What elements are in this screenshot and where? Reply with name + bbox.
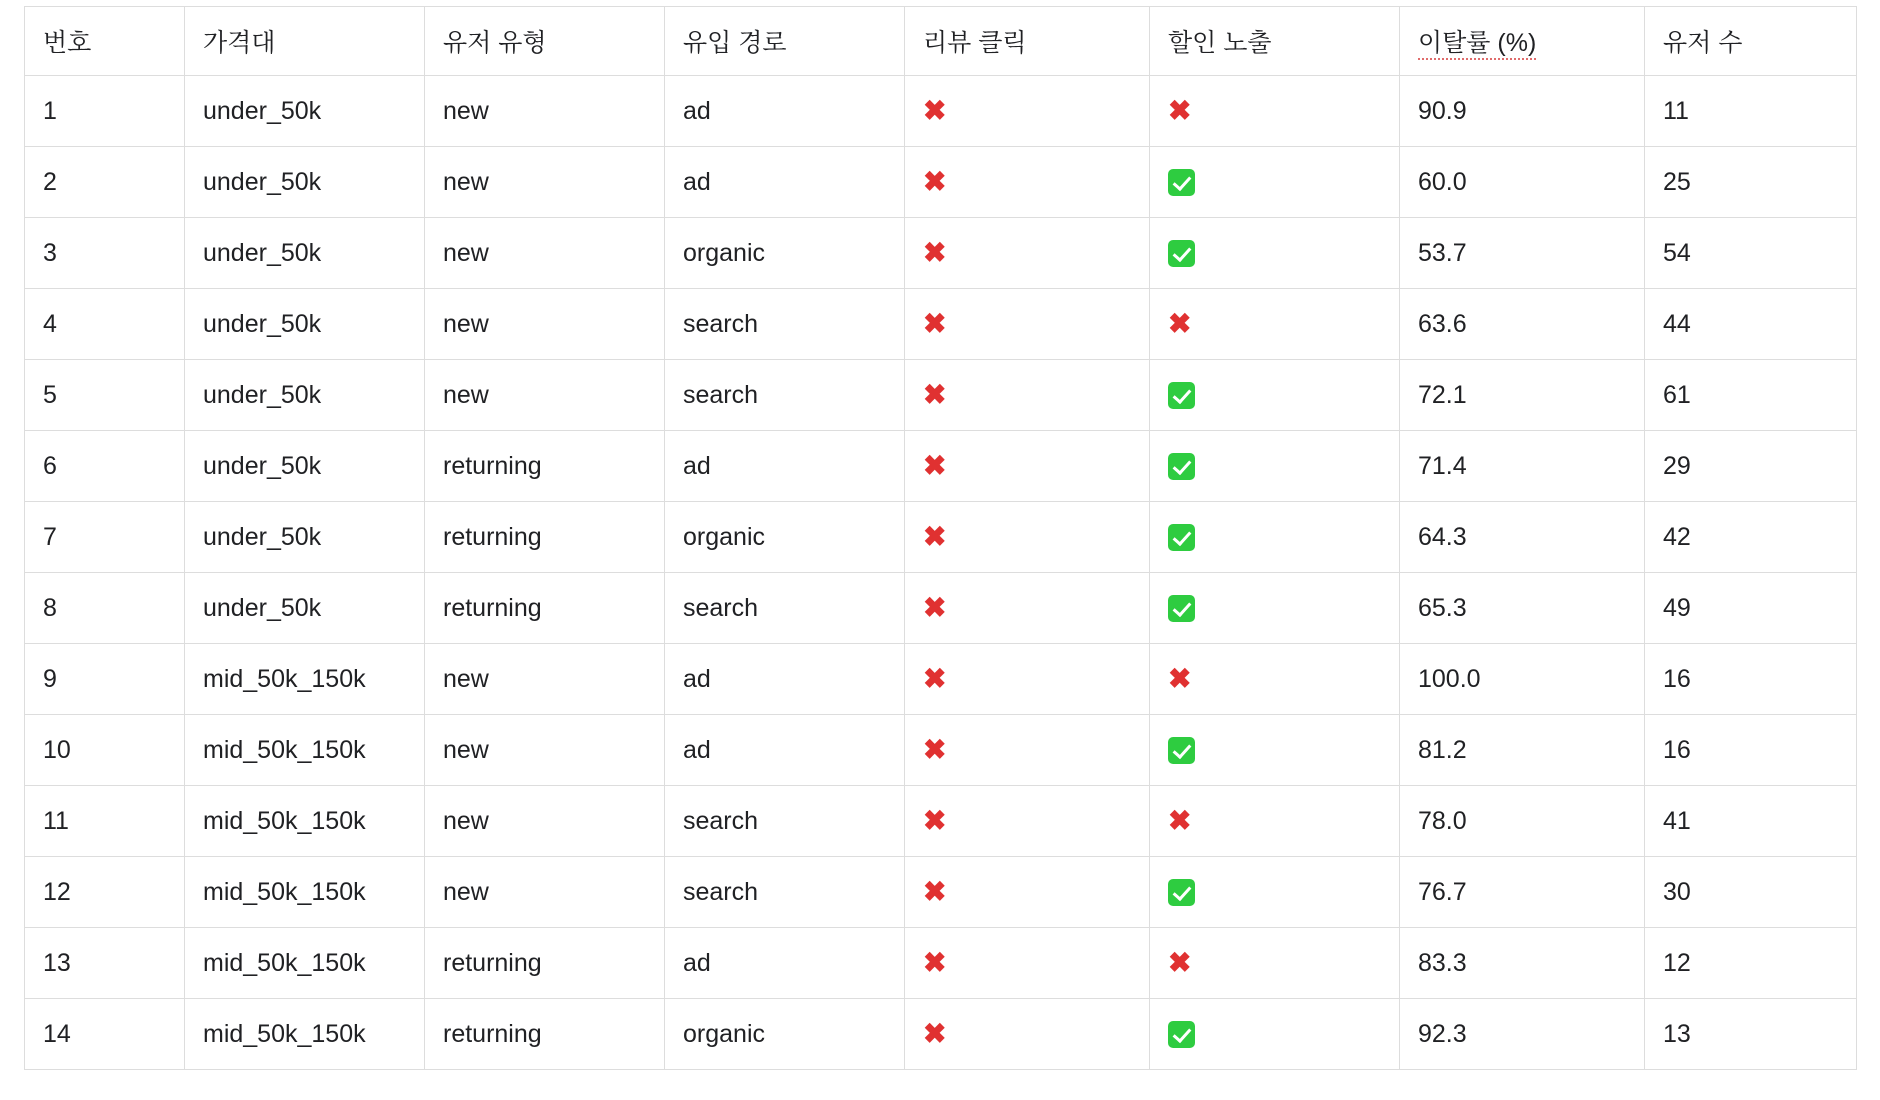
cell-cnt: 44 [1645, 289, 1857, 360]
cell-path: search [665, 573, 905, 644]
cell-disc [1150, 289, 1400, 360]
cell-user: returning [425, 502, 665, 573]
cell-price: mid_50k_150k [185, 857, 425, 928]
check-mark-icon [1168, 524, 1195, 551]
cell-price: mid_50k_150k [185, 644, 425, 715]
cell-disc [1150, 360, 1400, 431]
cell-cnt: 42 [1645, 502, 1857, 573]
cell-cnt: 30 [1645, 857, 1857, 928]
table-header-row [25, 7, 1857, 76]
cell-path: ad [665, 431, 905, 502]
cell-cnt: 49 [1645, 573, 1857, 644]
cell-user: returning [425, 999, 665, 1070]
table-row [25, 857, 1857, 928]
cell-churn: 64.3 [1400, 502, 1645, 573]
cell-disc [1150, 147, 1400, 218]
cell-price: mid_50k_150k [185, 999, 425, 1070]
cell-no: 9 [25, 644, 185, 715]
column-header-label: 이탈률 (%) [1418, 29, 1536, 60]
cell-path: organic [665, 502, 905, 573]
cell-rev [905, 360, 1150, 431]
cell-disc [1150, 857, 1400, 928]
cell-path: organic [665, 218, 905, 289]
cell-cnt: 29 [1645, 431, 1857, 502]
cell-price: under_50k [185, 289, 425, 360]
cross-mark-icon: ✖ [1168, 805, 1192, 836]
check-mark-icon [1168, 1021, 1195, 1048]
cell-rev [905, 928, 1150, 999]
cell-disc [1150, 786, 1400, 857]
cell-churn: 76.7 [1400, 857, 1645, 928]
cell-rev [905, 218, 1150, 289]
cell-rev [905, 644, 1150, 715]
cross-mark-icon: ✖ [923, 450, 947, 481]
cell-churn: 78.0 [1400, 786, 1645, 857]
cell-no: 12 [25, 857, 185, 928]
cell-user: returning [425, 928, 665, 999]
cross-mark-icon: ✖ [923, 805, 947, 836]
table-row [25, 76, 1857, 147]
table-row [25, 147, 1857, 218]
cell-rev [905, 857, 1150, 928]
table-header [25, 7, 1857, 76]
column-header-user[interactable] [425, 7, 665, 76]
cell-price: mid_50k_150k [185, 928, 425, 999]
cell-no: 7 [25, 502, 185, 573]
cell-no: 10 [25, 715, 185, 786]
cell-cnt: 41 [1645, 786, 1857, 857]
cell-user: returning [425, 431, 665, 502]
cell-churn: 53.7 [1400, 218, 1645, 289]
cell-rev [905, 431, 1150, 502]
cross-mark-icon: ✖ [923, 95, 947, 126]
column-header-label: 유저 수 [1663, 29, 1743, 57]
cell-rev [905, 999, 1150, 1070]
analytics-table [24, 6, 1857, 1070]
cross-mark-icon: ✖ [923, 166, 947, 197]
table-row [25, 218, 1857, 289]
check-mark-icon [1168, 453, 1195, 480]
cross-mark-icon: ✖ [923, 876, 947, 907]
table-row [25, 999, 1857, 1070]
cell-churn: 81.2 [1400, 715, 1645, 786]
cell-churn: 60.0 [1400, 147, 1645, 218]
cross-mark-icon: ✖ [923, 379, 947, 410]
cell-churn: 83.3 [1400, 928, 1645, 999]
cross-mark-icon: ✖ [1168, 308, 1192, 339]
table-row [25, 573, 1857, 644]
cell-price: under_50k [185, 573, 425, 644]
cell-disc [1150, 502, 1400, 573]
cell-no: 3 [25, 218, 185, 289]
column-header-label: 가격대 [203, 29, 276, 57]
cell-no: 4 [25, 289, 185, 360]
cell-rev [905, 573, 1150, 644]
cell-rev [905, 289, 1150, 360]
column-header-label: 유입 경로 [683, 29, 787, 57]
check-mark-icon [1168, 737, 1195, 764]
cell-cnt: 16 [1645, 644, 1857, 715]
cell-price: under_50k [185, 147, 425, 218]
cell-user: new [425, 147, 665, 218]
cell-user: new [425, 786, 665, 857]
table-row [25, 786, 1857, 857]
cell-no: 8 [25, 573, 185, 644]
cell-price: under_50k [185, 360, 425, 431]
cell-no: 11 [25, 786, 185, 857]
cell-churn: 90.9 [1400, 76, 1645, 147]
column-header-cnt[interactable] [1645, 7, 1857, 76]
cell-churn: 72.1 [1400, 360, 1645, 431]
check-mark-icon [1168, 382, 1195, 409]
cell-no: 13 [25, 928, 185, 999]
cell-no: 1 [25, 76, 185, 147]
cell-disc [1150, 999, 1400, 1070]
cell-no: 2 [25, 147, 185, 218]
cell-path: ad [665, 147, 905, 218]
cell-churn: 65.3 [1400, 573, 1645, 644]
cross-mark-icon: ✖ [923, 734, 947, 765]
cell-user: new [425, 857, 665, 928]
check-mark-icon [1168, 595, 1195, 622]
cell-disc [1150, 431, 1400, 502]
cross-mark-icon: ✖ [1168, 947, 1192, 978]
cross-mark-icon: ✖ [1168, 663, 1192, 694]
column-header-price[interactable] [185, 7, 425, 76]
cell-churn: 71.4 [1400, 431, 1645, 502]
cross-mark-icon: ✖ [923, 663, 947, 694]
cell-disc [1150, 218, 1400, 289]
cell-path: search [665, 857, 905, 928]
cell-rev [905, 76, 1150, 147]
check-mark-icon [1168, 879, 1195, 906]
cell-cnt: 11 [1645, 76, 1857, 147]
cell-no: 6 [25, 431, 185, 502]
cell-cnt: 25 [1645, 147, 1857, 218]
cross-mark-icon: ✖ [923, 237, 947, 268]
cross-mark-icon: ✖ [1168, 95, 1192, 126]
cell-rev [905, 147, 1150, 218]
cell-no: 14 [25, 999, 185, 1070]
cell-user: new [425, 360, 665, 431]
table-row [25, 644, 1857, 715]
cell-path: search [665, 786, 905, 857]
cell-path: organic [665, 999, 905, 1070]
column-header-path[interactable] [665, 7, 905, 76]
column-header-rev[interactable] [905, 7, 1150, 76]
cell-price: under_50k [185, 502, 425, 573]
cell-price: mid_50k_150k [185, 715, 425, 786]
cell-disc [1150, 76, 1400, 147]
cell-cnt: 12 [1645, 928, 1857, 999]
cell-path: ad [665, 715, 905, 786]
cross-mark-icon: ✖ [923, 308, 947, 339]
column-header-churn[interactable] [1400, 7, 1645, 76]
cell-user: new [425, 289, 665, 360]
column-header-label: 번호 [43, 29, 92, 57]
cell-user: new [425, 644, 665, 715]
cell-path: search [665, 289, 905, 360]
cell-path: ad [665, 928, 905, 999]
cell-disc [1150, 573, 1400, 644]
cell-cnt: 54 [1645, 218, 1857, 289]
check-mark-icon [1168, 169, 1195, 196]
table-row [25, 928, 1857, 999]
cell-churn: 92.3 [1400, 999, 1645, 1070]
table-body [25, 76, 1857, 1070]
cell-disc [1150, 928, 1400, 999]
cross-mark-icon: ✖ [923, 947, 947, 978]
cell-path: search [665, 360, 905, 431]
cell-path: ad [665, 644, 905, 715]
cell-user: returning [425, 573, 665, 644]
cell-user: new [425, 218, 665, 289]
cross-mark-icon: ✖ [923, 521, 947, 552]
cell-disc [1150, 644, 1400, 715]
cell-price: under_50k [185, 431, 425, 502]
cell-cnt: 13 [1645, 999, 1857, 1070]
cell-rev [905, 502, 1150, 573]
check-mark-icon [1168, 240, 1195, 267]
cell-churn: 63.6 [1400, 289, 1645, 360]
table-row [25, 502, 1857, 573]
column-header-no[interactable] [25, 7, 185, 76]
table-row [25, 289, 1857, 360]
cell-rev [905, 715, 1150, 786]
table-row [25, 715, 1857, 786]
cell-price: under_50k [185, 218, 425, 289]
column-header-label: 할인 노출 [1168, 29, 1272, 57]
column-header-label: 리뷰 클릭 [923, 29, 1027, 57]
column-header-disc[interactable] [1150, 7, 1400, 76]
cell-path: ad [665, 76, 905, 147]
cell-price: mid_50k_150k [185, 786, 425, 857]
table-row [25, 431, 1857, 502]
cell-cnt: 61 [1645, 360, 1857, 431]
cell-user: new [425, 76, 665, 147]
cross-mark-icon: ✖ [923, 1018, 947, 1049]
cell-disc [1150, 715, 1400, 786]
cell-price: under_50k [185, 76, 425, 147]
cell-user: new [425, 715, 665, 786]
column-header-label: 유저 유형 [443, 29, 547, 57]
cell-rev [905, 786, 1150, 857]
cell-churn: 100.0 [1400, 644, 1645, 715]
cross-mark-icon: ✖ [923, 592, 947, 623]
table-row [25, 360, 1857, 431]
cell-no: 5 [25, 360, 185, 431]
cell-cnt: 16 [1645, 715, 1857, 786]
